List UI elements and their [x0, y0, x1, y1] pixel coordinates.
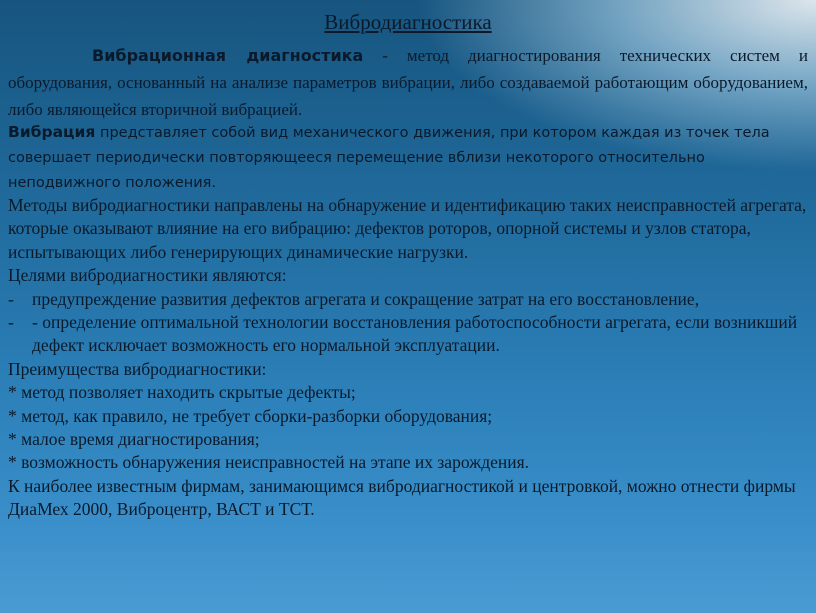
goals-heading: Целями вибродиагностики являются:	[8, 265, 287, 286]
intro-paragraph	[8, 42, 808, 123]
vibration-paragraph	[8, 120, 808, 196]
advantage-item: * метод, как правило, не требует сборки-разборки оборудования;	[8, 405, 493, 426]
slide-title: Вибродиагностика	[324, 10, 492, 34]
intro-text: - метод диагностирования технических систем и оборудования, основанный на анализе параметров вибрации, либо создаваемой работающим оборудованием, либо являющейся вторичной вибрацией.	[8, 46, 808, 119]
advantage-item: * метод позволяет находить скрытые дефекты;	[8, 382, 356, 403]
body-block	[8, 194, 808, 522]
goal-text: - определение оптимальной технологии восстановления работоспособности агрегата, если возникший дефект исключает возможность его нормальной эксплуатации.	[32, 312, 798, 356]
intro-term: Вибрационная диагностика	[92, 46, 364, 65]
goal-dash: -	[8, 312, 14, 333]
advantage-item: * малое время диагностирования;	[8, 429, 260, 450]
goal-item	[8, 288, 808, 311]
goal-text: предупреждение развития дефектов агрегата и сокращение затрат на его восстановление,	[32, 288, 700, 309]
vibration-text: представляет собой вид механического движения, при котором каждая из точек тела совершает периодически повторяющееся перемещение вблизи некоторого относительно неподвижного положения.	[8, 125, 770, 191]
vibration-term: Вибрация	[8, 123, 96, 141]
closing-paragraph: К наиболее известным фирмам, занимающимся вибродиагностикой и центровкой, можно отнести фирмы ДиаМех 2000, Виброцентр, ВАСТ и ТСТ.	[8, 475, 796, 520]
goal-item	[8, 311, 808, 358]
advantage-item: * возможность обнаружения неисправностей на этапе их зарождения.	[8, 452, 530, 473]
advantages-heading: Преимущества вибродиагностики:	[8, 358, 267, 379]
goal-dash: -	[8, 288, 14, 309]
methods-paragraph: Методы вибродиагностики направлены на обнаружение и идентификацию таких неисправностей агрегата, которые оказывают влияние на его вибрацию: дефектов роторов, опорной системы и узлов статора, испытывающих либо генерирующих динамические нагрузки.	[8, 195, 807, 262]
